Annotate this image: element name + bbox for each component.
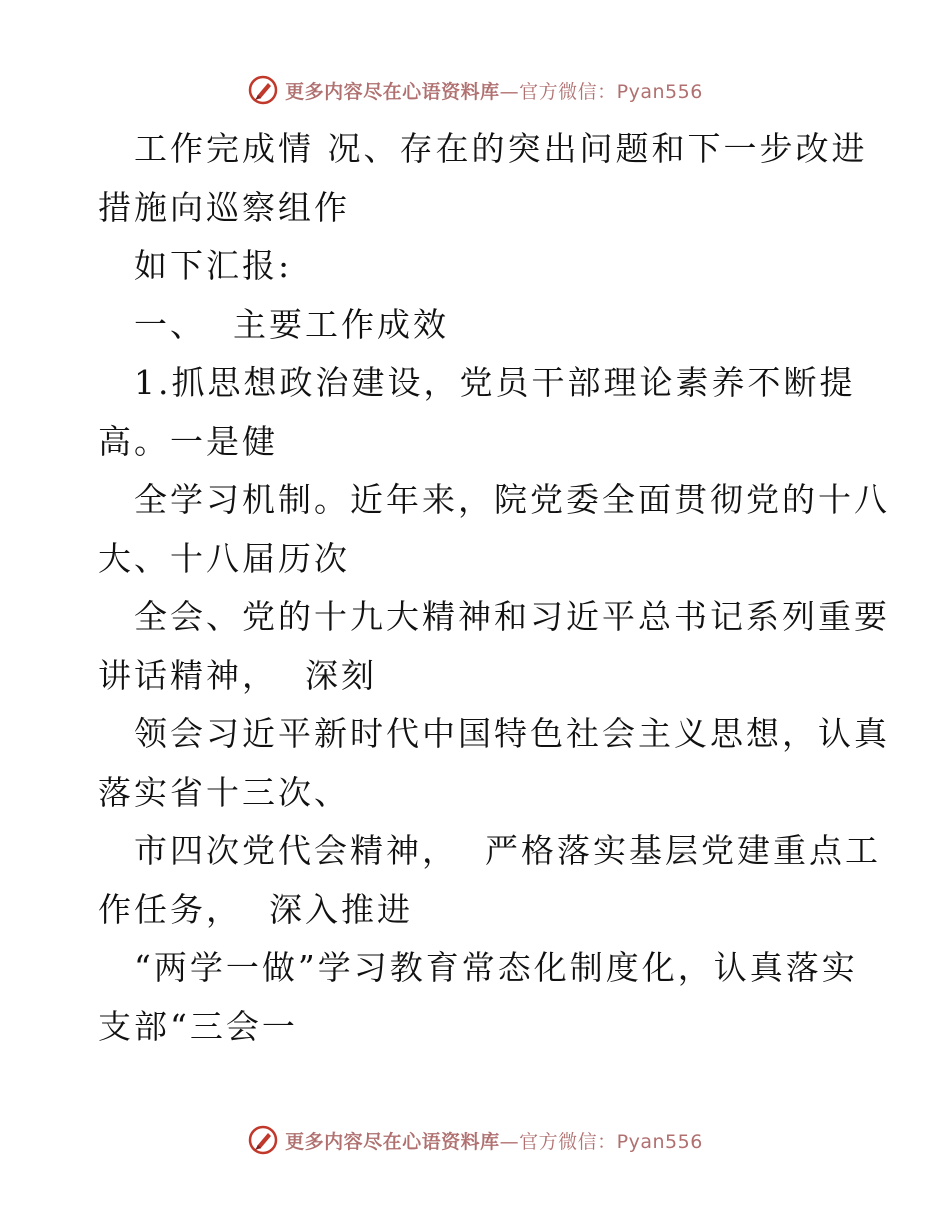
- body-line: 市四次党代会精神， 严格落实基层党建重点工: [134, 831, 881, 870]
- body-line: 1.抓思想政治建设，党员干部理论素养不断提: [134, 363, 856, 402]
- footer-separator: —: [499, 1130, 520, 1153]
- body-line: 如下汇报:: [134, 246, 293, 285]
- footer-banner-text: 更多内容尽在心语资料库: [285, 1130, 500, 1153]
- body-line: 讲话精神， 深刻: [98, 655, 377, 695]
- body-line: 措施向巡察组作: [98, 187, 350, 227]
- body-line: 支部“三会一: [98, 1006, 298, 1046]
- footer-wechat: 官方微信：Pyan556: [519, 1130, 703, 1153]
- body-line: 高。一是健: [98, 421, 278, 461]
- pen-nib-logo-icon: [247, 1124, 279, 1156]
- header-banner: [0, 70, 950, 110]
- header-separator: —: [499, 80, 520, 103]
- body-line: 领会习近平新时代中国特色社会主义思想，认真: [134, 714, 890, 753]
- body-line: 大、十八届历次: [98, 538, 350, 578]
- body-line: “两学一做”学习教育常态化制度化，认真落实: [134, 948, 858, 987]
- body-line: 全会、党的十九大精神和习近平总书记系列重要: [134, 597, 890, 636]
- section-heading: 一、 主要工作成效: [134, 304, 449, 344]
- body-line: 工作完成情 况、存在的突出问题和下一步改进: [134, 129, 868, 168]
- footer-banner: [0, 1120, 950, 1160]
- body-line: 落实省十三次、: [98, 772, 350, 812]
- header-banner-text: 更多内容尽在心语资料库: [285, 80, 500, 103]
- document-body: [98, 120, 890, 1056]
- footer-label: [285, 1127, 703, 1154]
- header-wechat: 官方微信：Pyan556: [519, 80, 703, 103]
- pen-nib-logo-icon: [247, 74, 279, 106]
- header-label: [285, 77, 703, 104]
- body-line: 全学习机制。近年来，院党委全面贯彻党的十八: [134, 480, 890, 519]
- body-line: 作任务， 深入推进: [98, 889, 413, 929]
